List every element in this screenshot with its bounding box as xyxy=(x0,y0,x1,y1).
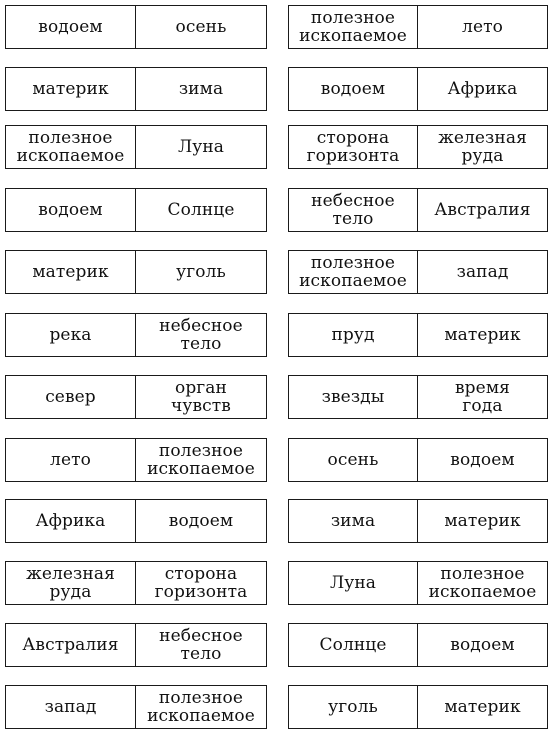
word-text: материк xyxy=(444,697,521,717)
word-cell xyxy=(418,68,547,110)
word-cell xyxy=(289,686,418,728)
word-text: материк xyxy=(32,262,109,282)
word-cell xyxy=(136,376,266,418)
word-cell xyxy=(418,314,547,356)
word-text: север xyxy=(45,387,96,407)
word-cell xyxy=(418,126,547,168)
word-text: лето xyxy=(50,450,91,470)
word-cell xyxy=(136,314,266,356)
word-cell xyxy=(418,376,547,418)
word-text: Луна xyxy=(177,137,225,157)
word-text: Луна xyxy=(329,573,377,593)
word-cell xyxy=(6,500,136,542)
word-cell xyxy=(136,251,266,293)
word-text: сторона горизонта xyxy=(154,564,248,602)
word-cell xyxy=(289,126,418,168)
word-card-right xyxy=(288,685,548,729)
word-card-left xyxy=(5,188,267,232)
word-cell xyxy=(6,189,136,231)
word-text: небесное тело xyxy=(311,191,395,229)
word-cell xyxy=(289,251,418,293)
word-text: материк xyxy=(444,325,521,345)
word-text: река xyxy=(49,325,92,345)
word-cell xyxy=(6,562,136,604)
word-card-right xyxy=(288,375,548,419)
word-cell xyxy=(289,562,418,604)
word-cell xyxy=(136,6,266,48)
word-text: запад xyxy=(456,262,509,282)
word-card-right xyxy=(288,5,548,49)
word-cell xyxy=(418,500,547,542)
word-cell xyxy=(418,251,547,293)
word-cell xyxy=(418,562,547,604)
word-text: железная руда xyxy=(438,128,527,166)
word-cell xyxy=(418,686,547,728)
word-cell xyxy=(289,624,418,666)
word-cell xyxy=(289,314,418,356)
word-text: осень xyxy=(327,450,379,470)
word-card-right xyxy=(288,623,548,667)
word-card-right xyxy=(288,313,548,357)
word-text: Австралия xyxy=(434,200,531,220)
word-cell xyxy=(289,6,418,48)
word-text: водоем xyxy=(168,511,234,531)
word-text: Африка xyxy=(35,511,106,531)
word-cell xyxy=(6,126,136,168)
word-card-left xyxy=(5,623,267,667)
word-cell xyxy=(6,251,136,293)
word-card-left xyxy=(5,685,267,729)
word-cell xyxy=(136,500,266,542)
word-card-left xyxy=(5,313,267,357)
word-cell xyxy=(136,439,266,481)
word-card-left xyxy=(5,438,267,482)
word-card-left xyxy=(5,375,267,419)
word-text: зима xyxy=(330,511,376,531)
word-cell xyxy=(6,439,136,481)
word-text: орган чувств xyxy=(171,378,231,416)
word-cell xyxy=(136,624,266,666)
word-card-right xyxy=(288,561,548,605)
word-cell xyxy=(136,68,266,110)
word-cell xyxy=(6,68,136,110)
word-cell xyxy=(418,189,547,231)
word-text: железная руда xyxy=(26,564,115,602)
word-card-left xyxy=(5,499,267,543)
word-card-right xyxy=(288,125,548,169)
word-cell xyxy=(418,439,547,481)
word-cell xyxy=(289,189,418,231)
word-text: запад xyxy=(44,697,97,717)
word-text: Африка xyxy=(447,79,518,99)
word-card-left xyxy=(5,67,267,111)
word-text: водоем xyxy=(320,79,386,99)
word-cell xyxy=(289,68,418,110)
word-text: материк xyxy=(32,79,109,99)
word-card-right xyxy=(288,188,548,232)
word-card-left xyxy=(5,561,267,605)
word-text: материк xyxy=(444,511,521,531)
word-card-left xyxy=(5,250,267,294)
word-text: водоем xyxy=(38,200,103,220)
word-card-left xyxy=(5,5,267,49)
word-card-right xyxy=(288,438,548,482)
word-text: водоем xyxy=(450,450,515,470)
word-text: небесное тело xyxy=(159,316,243,354)
word-text: небесное тело xyxy=(159,626,243,664)
word-text: полезное ископаемое xyxy=(299,253,407,291)
word-text: полезное ископаемое xyxy=(147,441,255,479)
word-cell xyxy=(289,500,418,542)
word-cell xyxy=(6,624,136,666)
word-card-right xyxy=(288,250,548,294)
word-text: зима xyxy=(178,79,224,99)
word-text: звезды xyxy=(321,387,385,407)
word-card-right xyxy=(288,499,548,543)
word-text: пруд xyxy=(331,325,375,345)
word-card-left xyxy=(5,125,267,169)
word-cell xyxy=(418,6,547,48)
word-cell xyxy=(136,189,266,231)
word-cell xyxy=(6,6,136,48)
word-cell xyxy=(289,439,418,481)
word-cell xyxy=(289,376,418,418)
word-text: полезное ископаемое xyxy=(16,128,125,166)
word-text: водоем xyxy=(450,635,515,655)
word-text: осень xyxy=(175,17,227,37)
word-cell xyxy=(6,376,136,418)
word-text: полезное ископаемое xyxy=(147,688,255,726)
word-text: уголь xyxy=(328,697,378,717)
word-cell xyxy=(136,686,266,728)
word-card-right xyxy=(288,67,548,111)
word-text: время года xyxy=(455,378,510,416)
word-text: Австралия xyxy=(22,635,119,655)
word-text: полезное ископаемое xyxy=(299,8,407,46)
word-cell xyxy=(136,126,266,168)
word-text: Солнце xyxy=(319,635,387,655)
word-text: полезное ископаемое xyxy=(428,564,537,602)
word-cell xyxy=(136,562,266,604)
word-text: уголь xyxy=(176,262,226,282)
word-cell xyxy=(418,624,547,666)
word-text: водоем xyxy=(38,17,103,37)
word-text: лето xyxy=(462,17,503,37)
word-text: Солнце xyxy=(167,200,235,220)
word-cell xyxy=(6,314,136,356)
word-cell xyxy=(6,686,136,728)
word-text: сторона горизонта xyxy=(306,128,400,166)
